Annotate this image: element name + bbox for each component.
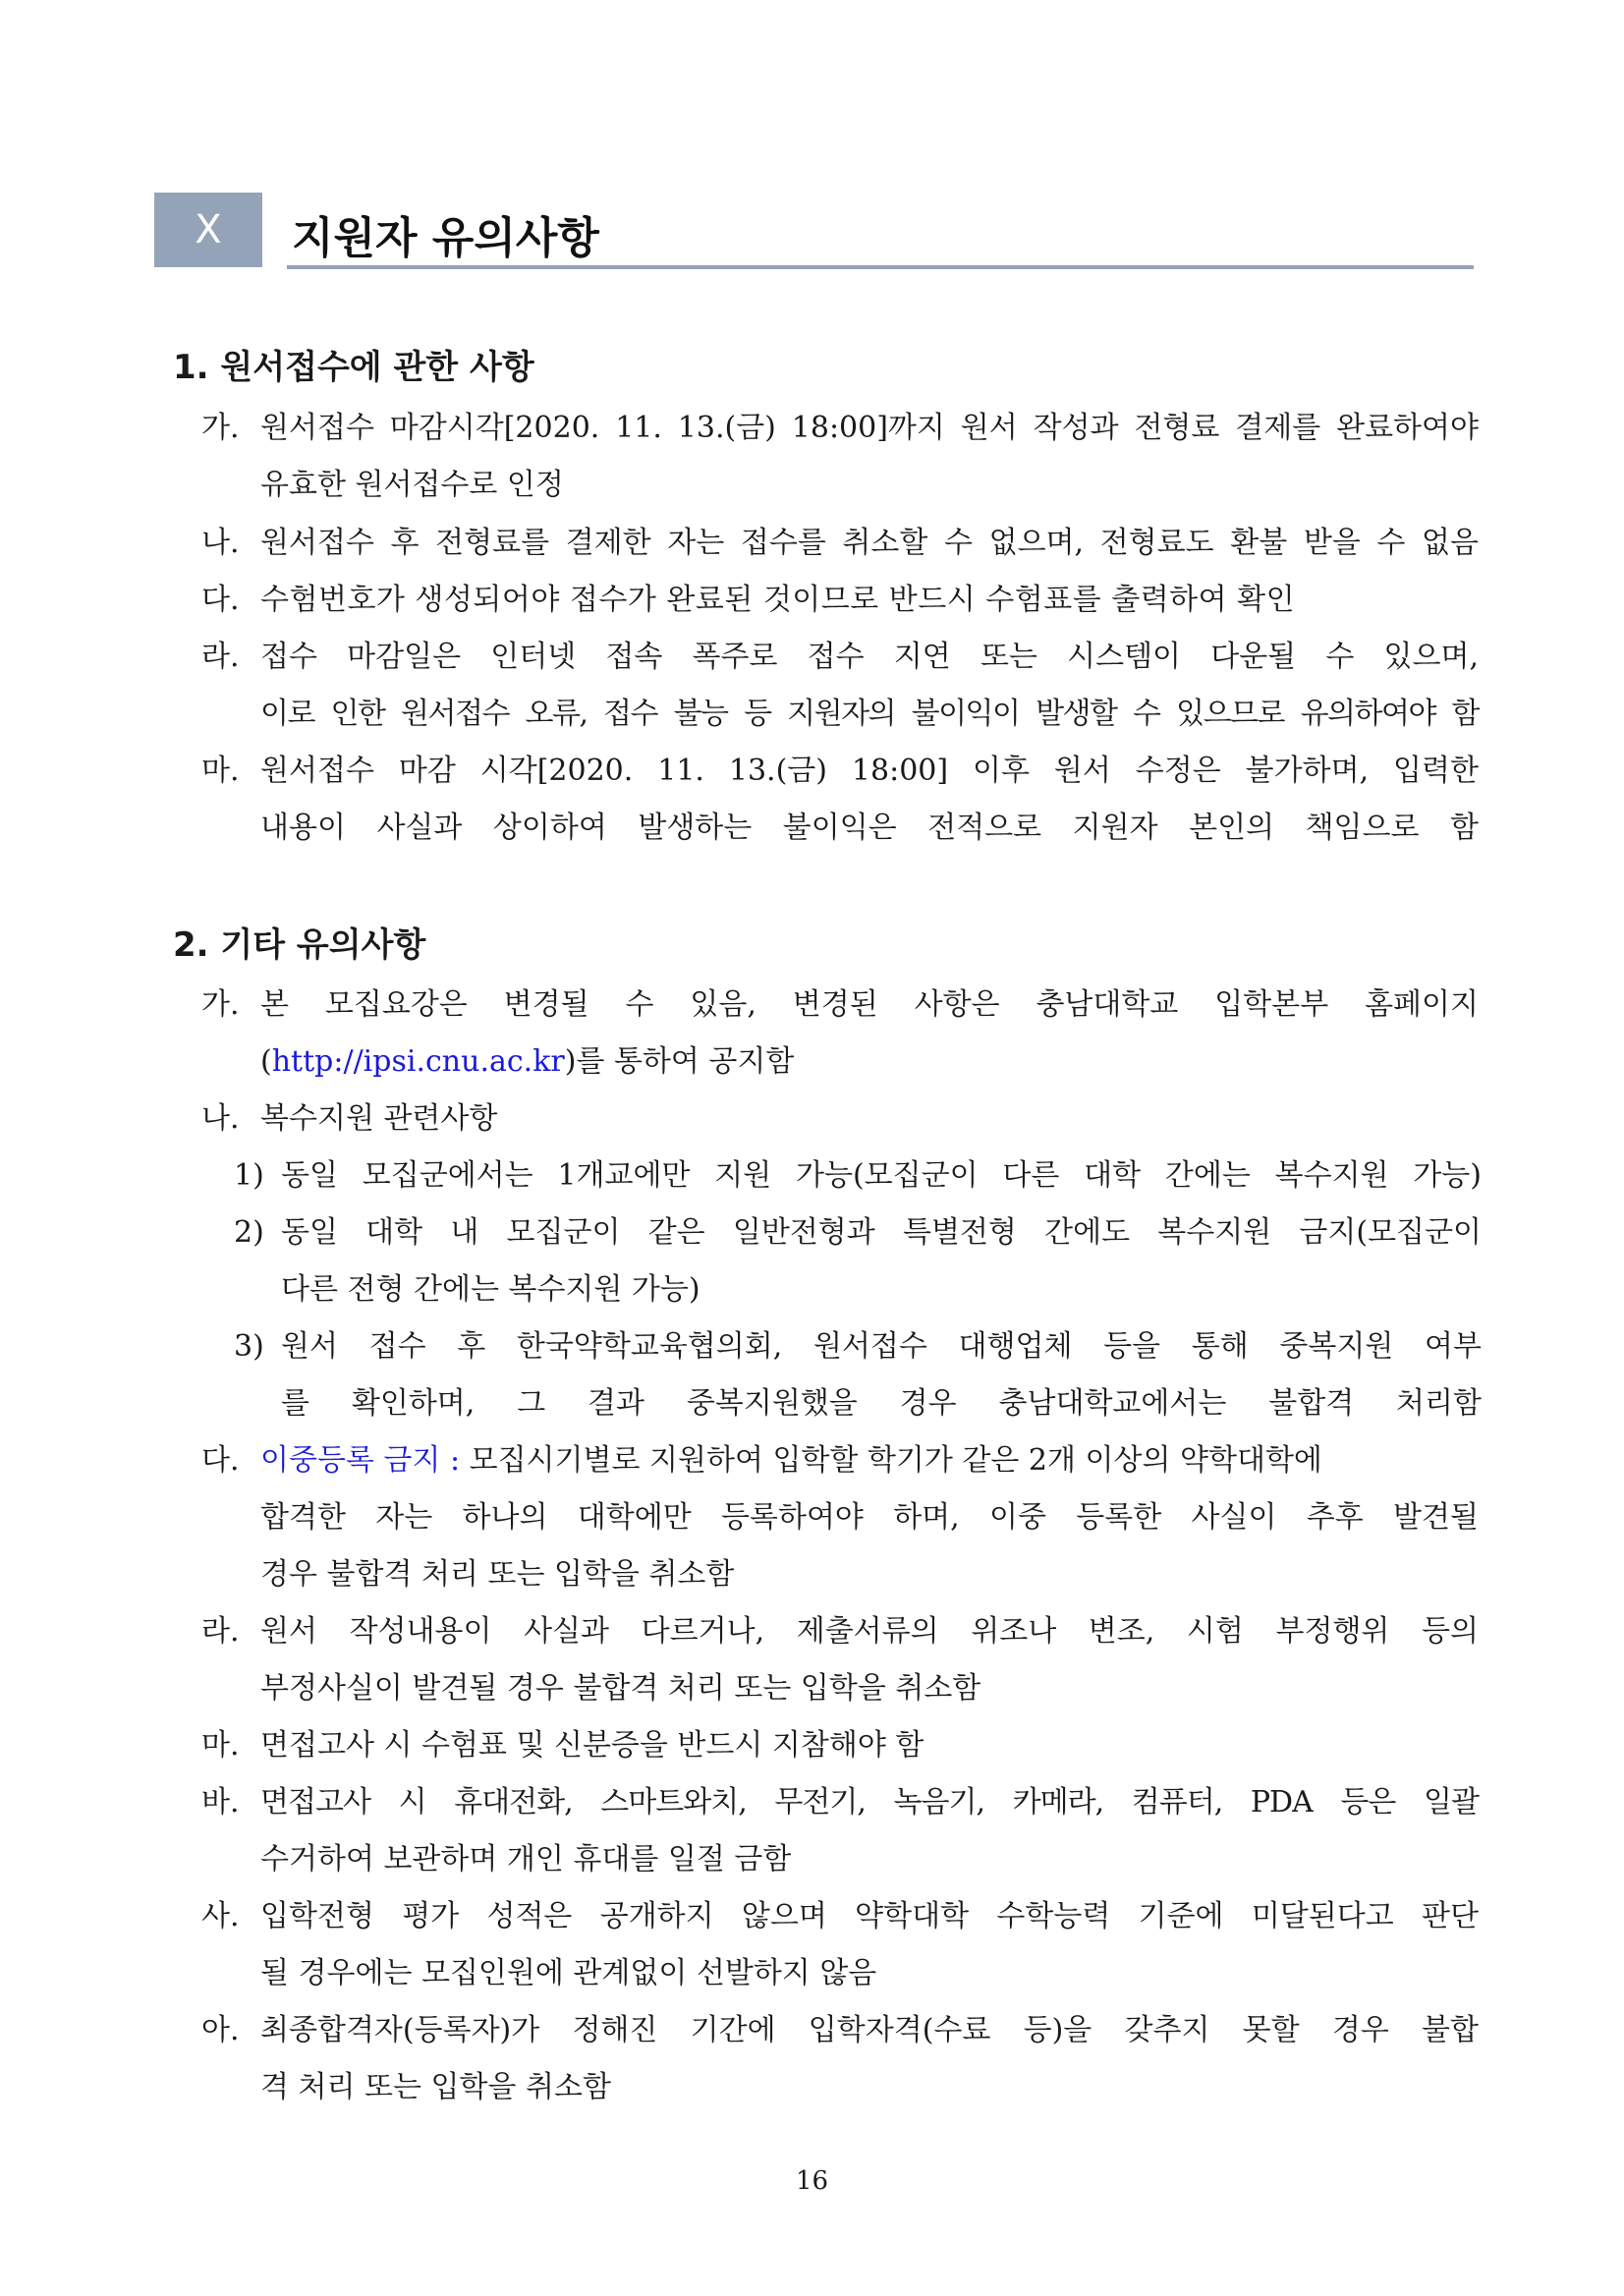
item-marker: 마. (201, 1728, 240, 1763)
section-1-title: 1. 원서접수에 관한 사항 (173, 348, 534, 387)
item-line (260, 1432, 1322, 1489)
sub-marker: 3) (234, 1329, 264, 1364)
item-marker: 라. (201, 640, 240, 674)
item-line: 원서접수 마감 시각[2020. 11. 13.(금) 18:00] 이후 원서 수정은 불가하며, 입력한 (260, 754, 1479, 788)
item-line: 접수 마감일은 인터넷 접속 폭주로 접수 지연 또는 시스템이 다운될 수 있으며, (260, 640, 1479, 674)
item-line: 수거하여 보관하며 개인 휴대를 일절 금함 (260, 1842, 792, 1876)
item-line: 합격한 자는 하나의 대학에만 등록하여야 하며, 이중 등록한 사실이 추후 발견될 (260, 1500, 1479, 1535)
item-marker: 가. (201, 411, 240, 445)
chapter-number-box: X (154, 193, 262, 267)
item-line: 부정사실이 발견될 경우 불합격 처리 또는 입학을 취소함 (260, 1671, 981, 1706)
item-line: 면접고사 시 수험표 및 신분증을 반드시 지참해야 함 (260, 1728, 924, 1763)
item-line (260, 1034, 794, 1091)
item-marker: 아. (201, 2013, 240, 2047)
item-line: 본 모집요강은 변경될 수 있음, 변경된 사항은 충남대학교 입학본부 홈페이지 (260, 987, 1479, 1022)
line-rest: 모집시기별로 지원하여 입학할 학기가 같은 2개 이상의 약학대학에 (460, 1443, 1322, 1478)
sub-line: 를 확인하며, 그 결과 중복지원했을 경우 충남대학교에서는 불합격 처리함 (281, 1386, 1482, 1421)
sub-line: 다른 전형 간에는 복수지원 가능) (281, 1272, 700, 1307)
item-marker: 나. (201, 1101, 240, 1136)
item-line: 복수지원 관련사항 (260, 1101, 498, 1136)
item-line: 수험번호가 생성되어야 접수가 완료된 것이므로 반드시 수험표를 출력하여 확인 (260, 583, 1296, 617)
section-2-title: 2. 기타 유의사항 (173, 925, 426, 965)
item-marker: 나. (201, 526, 240, 560)
homepage-link[interactable]: http://ipsi.cnu.ac.kr (271, 1044, 565, 1079)
paren-open: ( (260, 1044, 272, 1079)
item-line: 원서접수 마감시각[2020. 11. 13.(금) 18:00]까지 원서 작성과 전형료 결제를 완료하여야 (260, 411, 1479, 445)
item-line: 내용이 사실과 상이하여 발생하는 불이익은 전적으로 지원자 본인의 책임으로 함 (260, 811, 1479, 845)
page-number: 16 (795, 2166, 829, 2196)
item-marker: 바. (201, 1785, 240, 1820)
line-rest: )를 통하여 공지함 (564, 1044, 795, 1079)
item-line: 유효한 원서접수로 인정 (260, 468, 564, 502)
item-line: 최종합격자(등록자)가 정해진 기간에 입학자격(수료 등)을 갖추지 못할 경우 불합 (260, 2013, 1479, 2047)
item-line: 격 처리 또는 입학을 취소함 (260, 2070, 611, 2104)
item-line: 이로 인한 원서접수 오류, 접수 불능 등 지원자의 불이익이 발생할 수 있으므로 유의하여야 함 (260, 697, 1479, 731)
section-header (154, 193, 1474, 271)
item-marker: 다. (201, 1443, 240, 1478)
item-line: 경우 불합격 처리 또는 입학을 취소함 (260, 1557, 735, 1592)
item-line: 입학전형 평가 성적은 공개하지 않으며 약학대학 수학능력 기준에 미달된다고 판단 (260, 1899, 1479, 1933)
item-line: 원서접수 후 전형료를 결제한 자는 접수를 취소할 수 없으며, 전형료도 환불 받을 수 없음 (260, 526, 1479, 560)
sub-marker: 2) (234, 1215, 264, 1250)
item-line: 될 경우에는 모집인원에 관계없이 선발하지 않음 (260, 1956, 877, 1990)
sub-line: 동일 대학 내 모집군이 같은 일반전형과 특별전형 간에도 복수지원 금지(모집군이 (281, 1215, 1482, 1250)
sub-line: 원서 접수 후 한국약학교육협의회, 원서접수 대행업체 등을 통해 중복지원 여부 (281, 1329, 1482, 1364)
item-marker: 마. (201, 754, 240, 788)
item-marker: 가. (201, 987, 240, 1022)
sub-line: 동일 모집군에서는 1개교에만 지원 가능(모집군이 다른 대학 간에는 복수지원 가능) (281, 1158, 1482, 1193)
double-registration-label: 이중등록 금지 : (260, 1443, 461, 1478)
chapter-title: 지원자 유의사항 (292, 213, 599, 263)
sub-marker: 1) (234, 1158, 264, 1193)
item-line: 원서 작성내용이 사실과 다르거나, 제출서류의 위조나 변조, 시험 부정행위 등의 (260, 1614, 1479, 1649)
item-line: 면접고사 시 휴대전화, 스마트와치, 무전기, 녹음기, 카메라, 컴퓨터, PDA 등은 일괄 (260, 1785, 1479, 1820)
item-marker: 사. (201, 1899, 240, 1933)
item-marker: 다. (201, 583, 240, 617)
header-rule (287, 265, 1474, 269)
item-marker: 라. (201, 1614, 240, 1649)
